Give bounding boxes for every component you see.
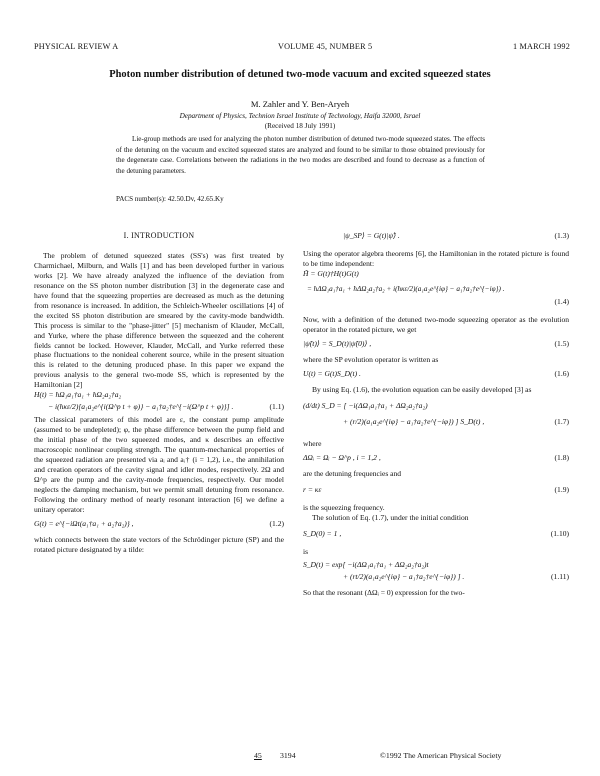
equation-9 <box>303 485 569 497</box>
pacs-numbers: PACS number(s): 42.50.Dv, 42.65.Ky <box>116 195 224 203</box>
equation-number: (1.5) <box>554 338 569 348</box>
paragraph: By using Eq. (1.6), the evolution equation can be easily developed [3] as <box>312 384 532 394</box>
intro-paragraph: The problem of detuned squeezed states (SS's) was first treated by Charmichael, Milburn, and Walls [1] and has been developed further in various works [2]. We have already analyzed the influence of the deviation from resonance on the SS photon number distribution [3] in the degenerate case and have found that the squeezing properties are decreased as much as the detuning from resonance is increased. In addition, the Schleich-Wheeler oscillations [4] of the excited SS photon distribution are smeared by the cavity-mode bandwidth. This process is similar to the "phase-jitter" [5] mechanism of Klauder, McCall, and Yurke, where the phase difference between the squeezed and the coherent fields cannot be locked. However, Klauder, McCall, and Yurke referred these phase fluctuations to the nonideal coherent source, while in the present situation this is related to the detuning produced phase. In this paper we expand the previous analysis to the general two-mode SS, which is represented by the Hamiltonian [2] <box>34 250 284 390</box>
left-column <box>34 231 284 555</box>
equation-number: (1.7) <box>554 416 569 426</box>
equation-body: S_D(t) = exp[ −i(ΔΩ₁a₁†a₁ + ΔΩ₂a₂†a₂)t <box>303 560 429 570</box>
equation-number: (1.4) <box>554 296 569 306</box>
equation-body: H(t) = ħΩ₁a₁†a₁ + ħΩ₂a₂†a₂ <box>34 390 122 400</box>
equation-11-line-1 <box>303 560 569 572</box>
journal-name: PHYSICAL REVIEW A <box>34 42 119 51</box>
paragraph: So that the resonant (ΔΩᵢ = 0) expression for the two- <box>303 588 465 598</box>
paragraph: is the squeezing frequency. <box>303 502 385 512</box>
equation-number: (1.8) <box>554 452 569 462</box>
equation-body: r = κε <box>303 484 322 494</box>
equation-6 <box>303 369 569 381</box>
equation-number: (1.11) <box>551 572 569 582</box>
equation-number: (1.1) <box>269 402 284 412</box>
equation-7-line-2 <box>303 417 569 433</box>
volume-number: VOLUME 45, NUMBER 5 <box>278 42 373 51</box>
equation-4-number-row <box>303 297 569 309</box>
received-date: (Received 18 July 1991) <box>264 122 336 130</box>
equation-11-line-2 <box>303 572 569 584</box>
equation-body: G(t) = e^{−iΩt(a₁†a₁ + a₂†a₂)} , <box>34 518 134 528</box>
right-column <box>303 231 569 598</box>
equation-7-line-1 <box>303 401 569 417</box>
equation-2 <box>34 519 284 531</box>
equation-body: ΔΩᵢ = Ωᵢ − Ω^p , i = 1,2 , <box>303 452 381 462</box>
author-affiliation: Department of Physics, Technion Israel Institute of Technology, Haifa 32000, Israel <box>179 112 421 120</box>
equation-body: − i(ħκε/2)[a₁a₂e^{i(Ω^p t + φ)} − a₁†a₂†e^{−i(Ω^p t + φ)}] . <box>48 402 234 412</box>
equation-5 <box>303 339 569 351</box>
equation-10 <box>303 529 569 541</box>
equation-4-line-1 <box>303 269 569 281</box>
equation-number: (1.2) <box>269 518 284 528</box>
equation-number: (1.6) <box>554 368 569 378</box>
footer-page-number: 3194 <box>280 751 296 760</box>
equation-body: (d/dt) S_D = [ −i(ΔΩ₁a₁†a₁ + ΔΩ₂a₂†a₂) <box>303 400 428 410</box>
equation-number: (1.9) <box>554 484 569 494</box>
equation-3 <box>303 231 569 243</box>
paragraph: where the SP evolution operator is written as <box>303 354 439 364</box>
paragraph: The classical parameters of this model are ε, the constant pump amplitude (assumed to be undepleted); φ, the phase difference between the pump field and the initial phase of the two squeezed modes, and κ describes an effective macroscopic nonlinear coupling strength. The quantum-mechanical properties of the squeezed radiation are presented via aᵢ and aᵢ† (i = 1,2), i.e., the annihilation and creation operators of the cavity signal and idler modes, respectively. 2Ω and Ω^p are the pump and the cavity-mode frequencies, respectively. Our model neglects the damping mechanism, but we permit small detuning from resonance. Following the ordinary method of nearly resonant interaction [6] we define a unitary operator: <box>34 415 284 514</box>
issue-date: 1 MARCH 1992 <box>513 42 570 51</box>
article-authors: M. Zahler and Y. Ben-Aryeh <box>250 99 350 109</box>
equation-body: + (rt/2)(a₁a₂e^{iφ} − a₁†a₂†e^{−iφ}) ] . <box>343 572 465 582</box>
footer-copyright: ©1992 The American Physical Society <box>380 751 502 760</box>
abstract: Lie-group methods are used for analyzing the photon number distribution of detuned two-mode squeezed states. The effects of the detuning on the vacuum and excited squeezed states are analyzed and found to be similar to those obtained previously for the degenerate case. Correlations between the radiations in the two modes are described and found to decrease as a function of the detuning parameters. <box>116 135 485 175</box>
equation-1-line-2 <box>34 402 284 415</box>
paragraph: are the detuning frequencies and <box>303 468 402 478</box>
equation-1-line-1 <box>34 390 284 402</box>
paragraph: Now, with a definition of the detuned two-mode squeezing operator as the evolution operator in the rotated picture, we get <box>303 314 569 334</box>
paragraph: Using the operator algebra theorems [6], the Hamiltonian in the rotated picture is found to be time independent: <box>303 249 569 268</box>
equation-body: |ψ_SP⟩ = G(t)|ψ̃⟩ . <box>343 231 400 240</box>
equation-8 <box>303 453 569 465</box>
article-title: Photon number distribution of detuned two-mode vacuum and excited squeezed states <box>109 69 491 80</box>
paragraph: The solution of Eq. (1.7), under the initial condition <box>312 512 469 522</box>
equation-body: U(t) = G(t)S_D(t) . <box>303 368 361 378</box>
equation-body: = ħΔΩ₁a₁†a₁ + ħΔΩ₂a₂†a₂ + i(ħκε/2)(a₁a₂e^{iφ} − a₁†a₂†e^{−iφ}) . <box>307 284 505 293</box>
paragraph: which connects between the state vectors of the Schrödinger picture (SP) and the rotated picture designated by a tilde: <box>34 534 284 554</box>
section-heading: I. INTRODUCTION <box>123 231 195 240</box>
footer-volume: 45 <box>254 751 262 760</box>
equation-number: (1.10) <box>550 528 569 538</box>
paragraph: where <box>303 438 322 448</box>
paragraph: is <box>303 546 309 556</box>
equation-body: |ψ̃(t)⟩ = S_D(t)|ψ̃(0)⟩ , <box>303 338 372 348</box>
equation-body: S_D(0) = 1 , <box>303 528 342 538</box>
equation-body: + (r/2)(a₁a₂e^{iφ} − a₁†a₂†e^{−iφ}) ] S_D(t) , <box>343 416 485 426</box>
equation-body: H̃ = G(t)†H(t)G(t) <box>303 268 359 278</box>
equation-number: (1.3) <box>554 231 569 240</box>
equation-4-line-2 <box>303 285 569 297</box>
